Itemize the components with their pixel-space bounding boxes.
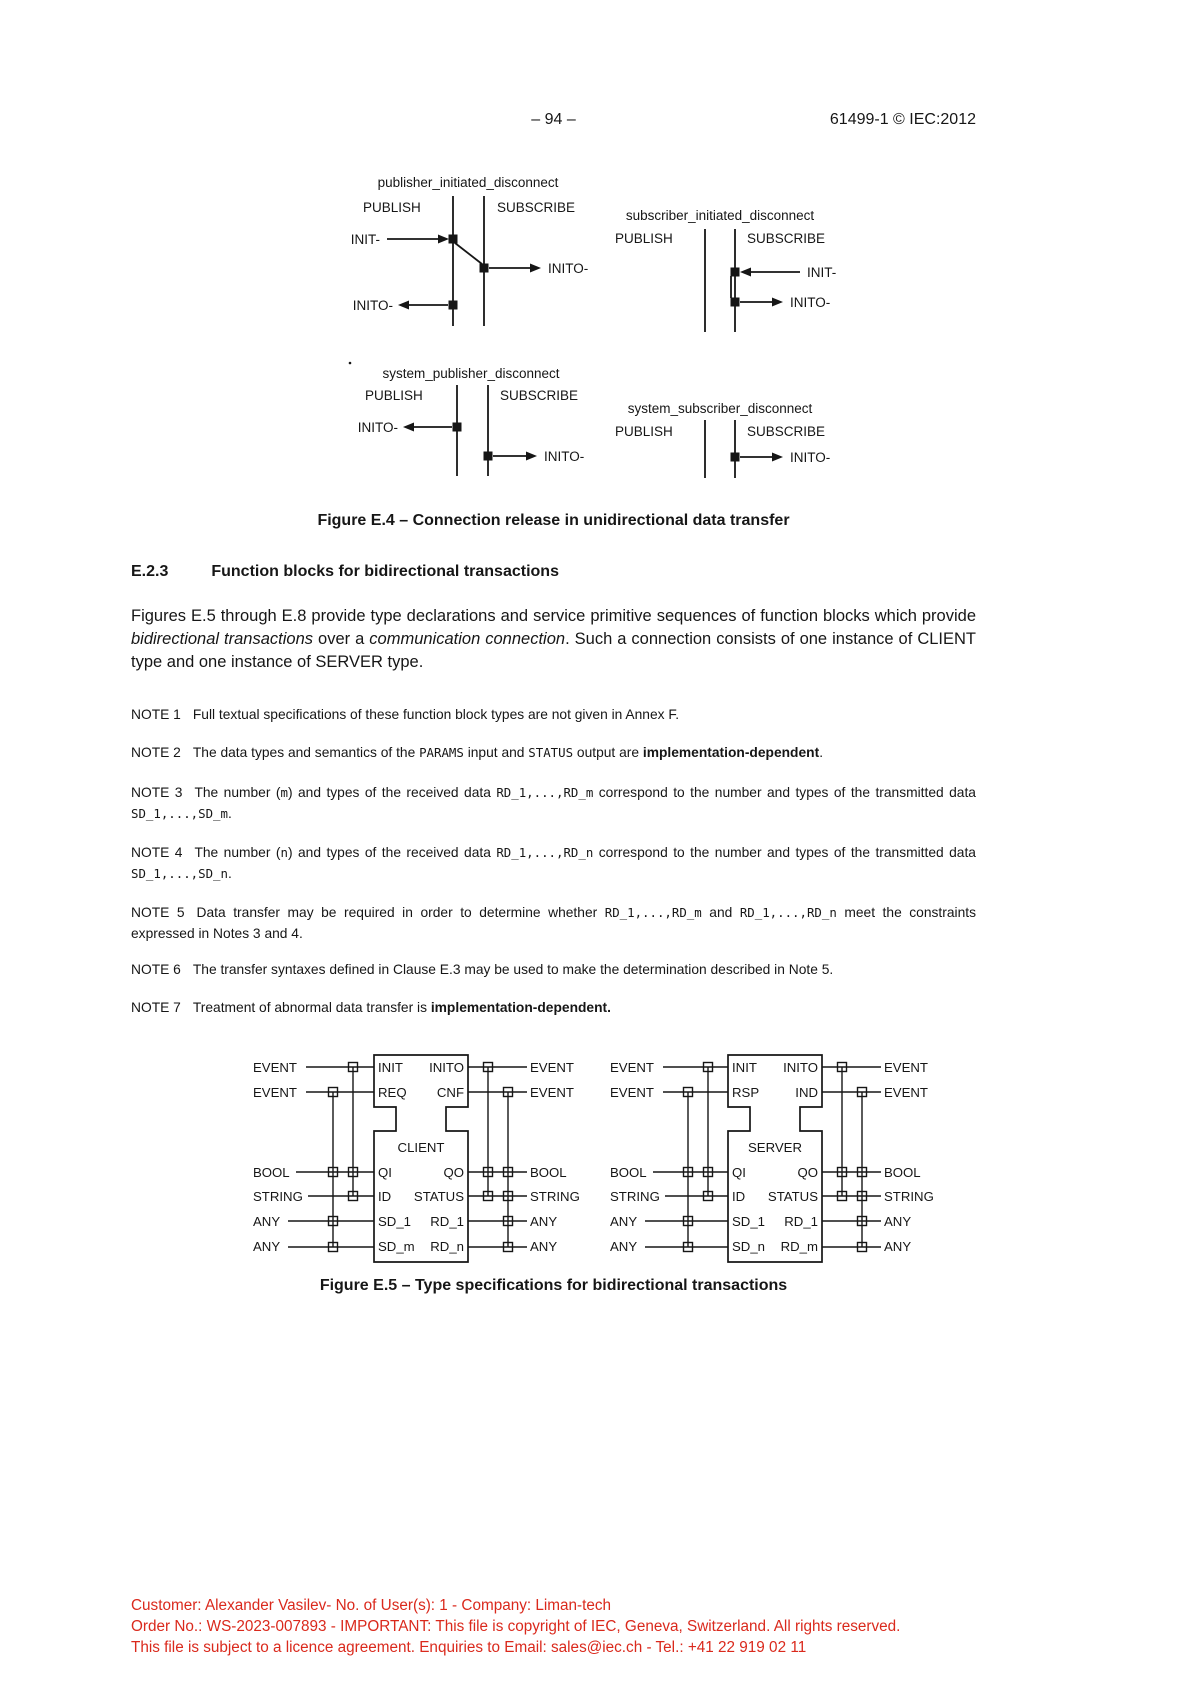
code-token: m	[280, 785, 288, 800]
code-token: SD_1,...,SD_n	[131, 866, 228, 881]
primitive-square	[449, 235, 458, 244]
publish-label: PUBLISH	[615, 424, 673, 439]
inito-label: INITO-	[352, 298, 393, 313]
type-label: BOOL	[884, 1165, 921, 1180]
document-reference: 61499-1 © IEC:2012	[829, 111, 976, 128]
subscribe-label: SUBSCRIBE	[500, 388, 579, 403]
type-label: ANY	[884, 1239, 912, 1254]
arrowhead	[530, 264, 541, 273]
client-function-block	[253, 1055, 580, 1262]
note-2	[131, 742, 976, 763]
type-label: EVENT	[530, 1060, 574, 1075]
note-3	[131, 782, 976, 824]
note-text: Data transfer may be required in order to determine whether	[196, 905, 605, 920]
note-text: The number (	[194, 785, 281, 800]
event-input: REQ	[378, 1085, 407, 1100]
italic-term: communication connection	[369, 630, 566, 648]
note-4	[131, 842, 976, 884]
paragraph-text: . Such a connection consists of one instance of CLIENT type and one instance of SERVER type.	[131, 630, 976, 671]
data-input: SD_n	[732, 1239, 765, 1254]
event-output: IND	[795, 1085, 818, 1100]
note-text: output are	[573, 745, 643, 760]
type-label: EVENT	[610, 1085, 654, 1100]
arrowhead	[438, 235, 449, 244]
bold-term: implementation-dependent.	[430, 1000, 611, 1015]
type-label: STRING	[530, 1189, 580, 1204]
type-label: BOOL	[530, 1165, 567, 1180]
code-token: RD_1,...,RD_n	[496, 845, 594, 860]
type-label: EVENT	[884, 1085, 928, 1100]
inito-label: INITO-	[548, 261, 589, 276]
init-label: INIT-	[807, 265, 837, 280]
arrowhead	[403, 423, 414, 432]
primitive-square	[484, 452, 493, 461]
type-label: BOOL	[253, 1165, 290, 1180]
note-label: NOTE 6	[131, 962, 181, 977]
server-function-block	[610, 1055, 934, 1262]
type-label: ANY	[530, 1214, 558, 1229]
page-number: – 94 –	[531, 111, 576, 128]
code-token: SD_1,...,SD_m	[131, 806, 228, 821]
note-text: .	[819, 745, 824, 760]
type-label: ANY	[253, 1214, 281, 1229]
note-label: NOTE 4	[131, 845, 183, 860]
stray-dot	[349, 362, 352, 365]
type-label: ANY	[610, 1239, 638, 1254]
note-text: input and	[463, 745, 529, 760]
subscribe-label: SUBSCRIBE	[747, 424, 826, 439]
note-text: The transfer syntaxes defined in Clause E.3 may be used to make the determination described in Note 5.	[192, 962, 834, 977]
section-title: Function blocks for bidirectional transactions	[211, 563, 559, 580]
section-number: E.2.3	[131, 563, 169, 580]
primitive-square	[453, 423, 462, 432]
publish-label: PUBLISH	[365, 388, 423, 403]
data-output: STATUS	[767, 1189, 818, 1204]
data-input: SD_1	[378, 1214, 411, 1229]
event-input: INIT	[732, 1060, 757, 1075]
data-output: RD_m	[780, 1239, 818, 1254]
figure-e5-caption: Figure E.5 – Type specifications for bidirectional transactions	[319, 1277, 788, 1294]
arrowhead	[740, 268, 751, 277]
diagram-system-subscriber-disconnect	[615, 401, 830, 478]
footer-order-line: Order No.: WS-2023-007893 - IMPORTANT: This file is copyright of IEC, Geneva, Switzerland. All rights reserved.	[131, 1618, 901, 1635]
type-label: ANY	[530, 1239, 558, 1254]
type-label: EVENT	[253, 1085, 297, 1100]
type-label: EVENT	[530, 1085, 574, 1100]
type-label: ANY	[253, 1239, 281, 1254]
body-paragraph	[131, 605, 976, 674]
note-text: ) and types of the received data	[287, 785, 497, 800]
note-text: and	[701, 905, 740, 920]
inito-label: INITO-	[790, 450, 831, 465]
figure-e4-caption: Figure E.4 – Connection release in unidirectional data transfer	[317, 512, 790, 529]
footer-customer-line: Customer: Alexander Vasilev- No. of User(s): 1 - Company: Liman-tech	[131, 1597, 612, 1614]
event-output: INITO	[783, 1060, 818, 1075]
section-heading	[131, 563, 559, 581]
code-token: RD_1,...,RD_m	[604, 905, 702, 920]
code-token: RD_1,...,RD_m	[496, 785, 594, 800]
publish-label: PUBLISH	[363, 200, 421, 215]
note-text: .	[227, 866, 232, 881]
primitive-square	[731, 453, 740, 462]
event-input: INIT	[378, 1060, 403, 1075]
primitive-square	[449, 301, 458, 310]
inito-label: INITO-	[357, 420, 398, 435]
note-6	[131, 959, 976, 980]
note-5	[131, 902, 976, 944]
sequence-diagonal	[455, 243, 482, 264]
type-label: EVENT	[884, 1060, 928, 1075]
event-output: CNF	[436, 1085, 464, 1100]
note-label: NOTE 3	[131, 785, 183, 800]
primitive-square	[731, 298, 740, 307]
bold-term: implementation-dependent	[642, 745, 820, 760]
data-output: QO	[797, 1165, 818, 1180]
note-text: ) and types of the received data	[287, 845, 497, 860]
note-text: correspond to the number and types of the transmitted data	[593, 785, 976, 800]
footer-licence-line: This file is subject to a licence agreement. Enquiries to Email: sales@iec.ch - Tel.: +41 22 919 02 11	[131, 1639, 807, 1656]
diagram-system-publisher-disconnect	[349, 362, 585, 476]
note-text: .	[227, 806, 232, 821]
note-text: The number (	[194, 845, 281, 860]
subscribe-label: SUBSCRIBE	[497, 200, 576, 215]
note-text: Full textual specifications of these function block types are not given in Annex F.	[192, 707, 680, 722]
arrowhead	[398, 301, 409, 310]
data-output: RD_1	[784, 1214, 818, 1229]
data-input: QI	[732, 1165, 746, 1180]
data-input: ID	[378, 1189, 392, 1204]
paragraph-text: over a	[313, 630, 370, 648]
code-token: n	[280, 845, 288, 860]
note-7	[131, 997, 976, 1018]
type-label: EVENT	[253, 1060, 297, 1075]
note-label: NOTE 7	[131, 1000, 181, 1015]
arrowhead	[772, 453, 783, 462]
inito-label: INITO-	[790, 295, 831, 310]
italic-term: bidirectional transactions	[131, 630, 314, 648]
note-text: correspond to the number and types of the transmitted data	[593, 845, 976, 860]
note-text: meet the constraints expressed in Notes 3 and 4.	[131, 905, 976, 941]
note-text: The data types and semantics of the	[192, 745, 420, 760]
data-output: RD_1	[430, 1214, 464, 1229]
code-token: STATUS	[528, 745, 574, 760]
primitive-square	[731, 268, 740, 277]
diagram-title: system_subscriber_disconnect	[627, 401, 813, 416]
licence-footer	[131, 1595, 900, 1658]
figure-e4-diagrams	[300, 160, 870, 490]
type-label: STRING	[253, 1189, 303, 1204]
figure-e5-diagrams	[240, 1048, 970, 1270]
init-label: INIT-	[350, 232, 380, 247]
data-output: RD_n	[430, 1239, 464, 1254]
subscribe-label: SUBSCRIBE	[747, 231, 826, 246]
code-token: PARAMS	[419, 745, 464, 760]
event-input: RSP	[732, 1085, 760, 1100]
note-1	[131, 704, 976, 725]
type-label: EVENT	[610, 1060, 654, 1075]
inito-label: INITO-	[544, 449, 585, 464]
diagram-title: publisher_initiated_disconnect	[377, 175, 559, 190]
fb-type-name: CLIENT	[397, 1140, 445, 1155]
note-label: NOTE 2	[131, 745, 181, 760]
note-label: NOTE 1	[131, 707, 181, 722]
diagram-title: subscriber_initiated_disconnect	[625, 208, 815, 223]
note-text: Treatment of abnormal data transfer is	[192, 1000, 431, 1015]
paragraph-text: Figures E.5 through E.8 provide type declarations and service primitive sequences of function blocks which provide	[131, 607, 976, 625]
data-input: ID	[732, 1189, 746, 1204]
primitive-square	[480, 264, 489, 273]
type-label: ANY	[610, 1214, 638, 1229]
diagram-subscriber-initiated-disconnect	[615, 208, 836, 332]
diagram-publisher-initiated-disconnect	[351, 175, 589, 326]
event-output: INITO	[429, 1060, 464, 1075]
type-label: ANY	[884, 1214, 912, 1229]
data-output: STATUS	[413, 1189, 464, 1204]
data-input: SD_m	[378, 1239, 415, 1254]
type-label: BOOL	[610, 1165, 647, 1180]
fb-type-name: SERVER	[748, 1140, 802, 1155]
data-input: SD_1	[732, 1214, 765, 1229]
type-label: STRING	[884, 1189, 934, 1204]
type-label: STRING	[610, 1189, 660, 1204]
code-token: RD_1,...,RD_n	[739, 905, 837, 920]
arrowhead	[526, 452, 537, 461]
publish-label: PUBLISH	[615, 231, 673, 246]
data-output: QO	[443, 1165, 464, 1180]
arrowhead	[772, 298, 783, 307]
note-label: NOTE 5	[131, 905, 185, 920]
data-input: QI	[378, 1165, 392, 1180]
diagram-title: system_publisher_disconnect	[382, 366, 560, 381]
